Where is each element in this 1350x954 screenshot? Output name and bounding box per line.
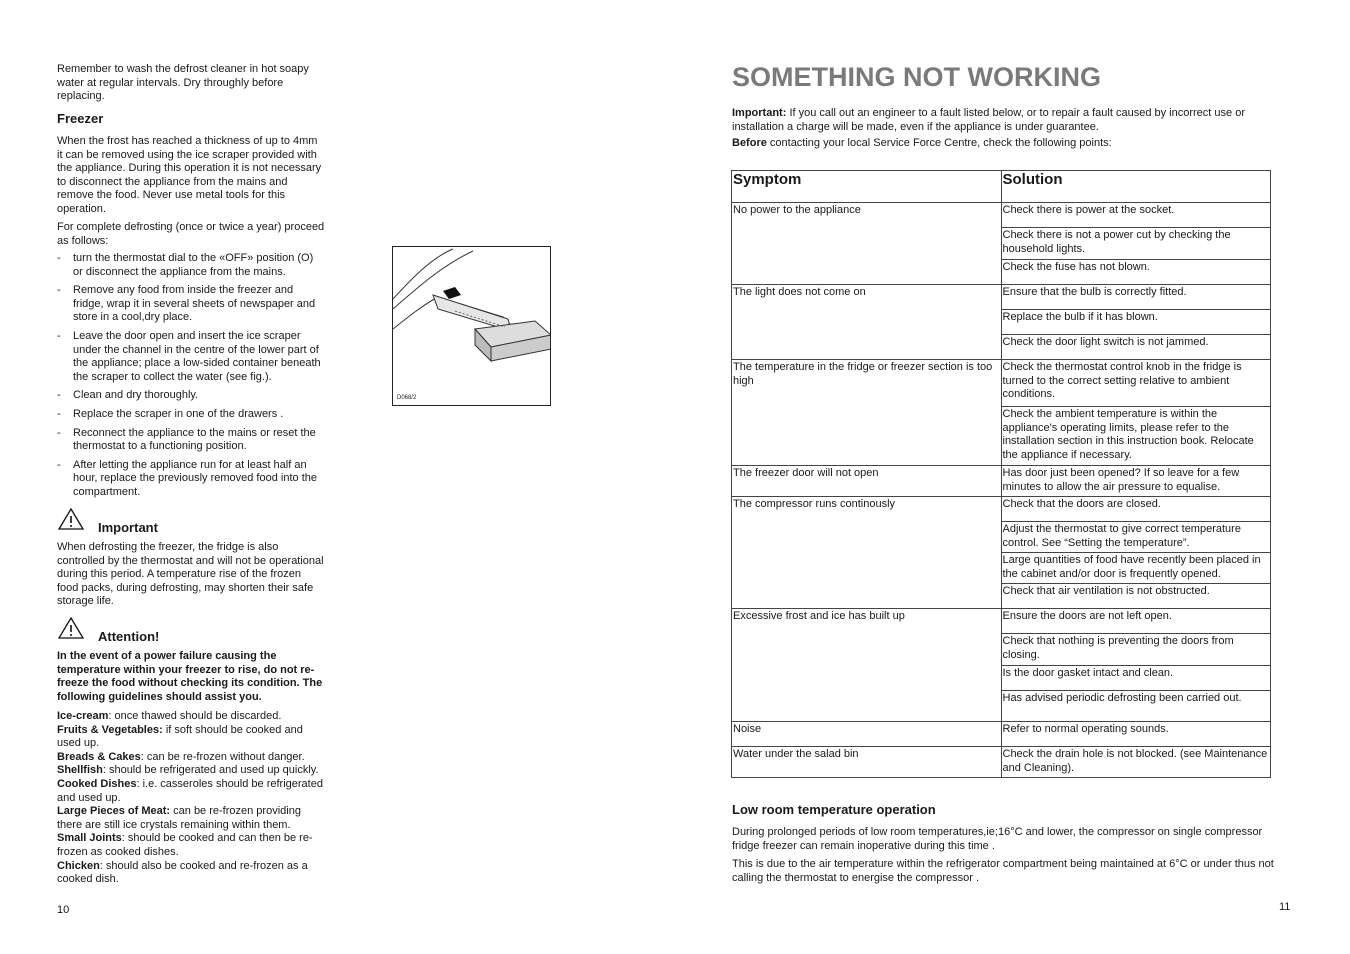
defrost-step: - Leave the door open and insert the ice scraper under the channel in the centre of the lower part of the appliance; place a low-sided container beneath the scraper to collect the water (see fig.). xyxy=(57,329,321,383)
solution-cell: Has advised periodic defrosting been carried out. xyxy=(1001,691,1271,722)
low-temp-paragraph-2: This is due to the air temperature within the refrigerator compartment being maintained at 6°C or under thus not calling the thermostat to energise the compressor . xyxy=(732,858,1274,884)
solution-cell: Check the ambient temperature is within the appliance's operating limits, please refer to the installation section in this instruction book. Relocate the appliance if necessary. xyxy=(1001,407,1271,466)
solution-cell: Check that air ventilation is not obstructed. xyxy=(1001,584,1271,609)
symptom-cell: Excessive frost and ice has built up xyxy=(732,609,1002,722)
figure-code: D068/2 xyxy=(397,395,417,401)
food-item: Cooked Dishes: i.e. casseroles should be refrigerated and used up. xyxy=(57,777,323,804)
before-notice: Before contacting your local Service Force Centre, check the following points: xyxy=(732,137,1112,149)
symptom-cell: Noise xyxy=(732,722,1002,747)
solution-cell: Check the door light switch is not jammed. xyxy=(1001,335,1271,360)
food-guidelines xyxy=(57,710,325,887)
table-row xyxy=(732,466,1271,497)
symptom-cell: Water under the salad bin xyxy=(732,747,1002,778)
defrost-cleaner-note: Remember to wash the defrost cleaner in hot soapy water at regular intervals. Dry throughly before replacing. xyxy=(57,63,309,103)
symptom-cell: The light does not come on xyxy=(732,285,1002,360)
solution-cell: Check there is not a power cut by checking the household lights. xyxy=(1001,228,1271,260)
symptom-cell: The compressor runs continously xyxy=(732,497,1002,609)
solution-cell: Has door just been opened? If so leave for a few minutes to allow the air pressure to equalise. xyxy=(1001,466,1271,497)
solution-cell: Check there is power at the socket. xyxy=(1001,203,1271,228)
food-item: Fruits & Vegetables: if soft should be cooked and used up. xyxy=(57,723,303,750)
food-item: Small Joints: should be cooked and can then be re-frozen as cooked dishes. xyxy=(57,832,313,858)
solution-cell: Replace the bulb if it has blown. xyxy=(1001,310,1271,335)
table-row xyxy=(732,497,1271,522)
attention-heading: Attention! xyxy=(98,629,160,644)
warning-icon xyxy=(58,616,84,640)
solution-cell: Check the drain hole is not blocked. (see Maintenance and Cleaning). xyxy=(1001,747,1271,778)
symptom-cell: No power to the appliance xyxy=(732,203,1002,285)
important-heading: Important xyxy=(98,520,158,535)
table-row xyxy=(732,722,1271,747)
symptom-cell: The freezer door will not open xyxy=(732,466,1002,497)
solution-cell: Ensure that the bulb is correctly fitted. xyxy=(1001,285,1271,310)
important-notice: Important: If you call out an engineer to a fault listed below, or to repair a fault caused by incorrect use or installation a charge will be made, even if the appliance is under guarantee. xyxy=(732,107,1245,133)
solution-cell: Check that nothing is preventing the doors from closing. xyxy=(1001,634,1271,666)
table-row xyxy=(732,747,1271,778)
solution-cell: Check the fuse has not blown. xyxy=(1001,260,1271,285)
food-item: Breads & Cakes: can be re-frozen without danger. xyxy=(57,750,305,763)
low-temp-paragraph-1: During prolonged periods of low room temperatures,ie;16°C and lower, the compressor on single compressor fridge freezer can remain inoperative during this time . xyxy=(732,826,1263,852)
food-item: Chicken: should also be cooked and re-frozen as a cooked dish. xyxy=(57,859,308,886)
table-row xyxy=(732,203,1271,228)
fault-table xyxy=(731,170,1271,778)
defrost-step: - Reconnect the appliance to the mains or reset the thermostat to a functioning position. xyxy=(57,426,316,453)
page-number-right: 11 xyxy=(1279,901,1291,913)
symptom-cell: The temperature in the fridge or freezer section is too high xyxy=(732,360,1002,466)
solution-cell: Is the door gasket intact and clean. xyxy=(1001,666,1271,691)
solution-cell: Adjust the thermostat to give correct temperature control. See “Setting the temperature”. xyxy=(1001,522,1271,553)
attention-text: In the event of a power failure causing the temperature within your freezer to rise, do not re-freeze the food without checking its condition. The following guidelines should assist you. xyxy=(57,650,323,703)
low-temp-heading: Low room temperature operation xyxy=(732,802,936,817)
freezer-paragraph-1: When the frost has reached a thickness of up to 4mm it can be removed using the ice scraper provided with the appliance. During this operation it is not necessary to disconnect the appliance from the mains and remove the food. Never use metal tools for this operation. xyxy=(57,135,322,215)
solution-cell: Check that the doors are closed. xyxy=(1001,497,1271,522)
symptom-header: Symptom xyxy=(732,171,1002,203)
page-title: SOMETHING NOT WORKING xyxy=(732,62,1101,92)
table-row xyxy=(732,360,1271,407)
food-item: Ice-cream: once thawed should be discarded. xyxy=(57,710,282,722)
food-item: Large Pieces of Meat: can be re-frozen providing there are still ice crystals remaining within them. xyxy=(57,805,301,831)
table-row xyxy=(732,285,1271,310)
defrost-step: - Clean and dry thoroughly. xyxy=(57,389,199,402)
defrost-step: - After letting the appliance run for at least half an hour, replace the previously removed food into the compartment. xyxy=(57,458,317,498)
table-header-row xyxy=(732,171,1271,203)
freezer-heading: Freezer xyxy=(57,111,104,126)
important-text: When defrosting the freezer, the fridge is also controlled by the thermostat and will not be operational during this period. A temperature rise of the frozen food packs, during defrosting, may shorten their safe storage life. xyxy=(57,541,324,608)
solution-cell: Check the thermostat control knob in the fridge is turned to the correct setting relative to ambient conditions. xyxy=(1001,360,1271,407)
table-row xyxy=(732,609,1271,634)
defrost-steps xyxy=(57,252,325,505)
solution-cell: Ensure the doors are not left open. xyxy=(1001,609,1271,634)
solution-header: Solution xyxy=(1001,171,1271,203)
defrost-step: - Remove any food from inside the freezer and fridge, wrap it in several sheets of newspaper and store in a cool,dry place. xyxy=(57,284,316,324)
defrost-step: - turn the thermostat dial to the «OFF» position (O) or disconnect the appliance from the mains. xyxy=(57,252,314,278)
ice-scraper-illustration xyxy=(393,247,550,405)
warning-icon xyxy=(58,507,84,531)
page-number-left: 10 xyxy=(57,904,70,916)
defrost-figure xyxy=(392,246,551,406)
solution-cell: Refer to normal operating sounds. xyxy=(1001,722,1271,747)
solution-cell: Large quantities of food have recently been placed in the cabinet and/or door is frequently opened. xyxy=(1001,553,1271,584)
food-item: Shellfish: should be refrigerated and used up quickly. xyxy=(57,764,319,777)
freezer-paragraph-2: For complete defrosting (once or twice a year) proceed as follows: xyxy=(57,221,325,247)
defrost-step: - Replace the scraper in one of the drawers . xyxy=(57,407,284,420)
